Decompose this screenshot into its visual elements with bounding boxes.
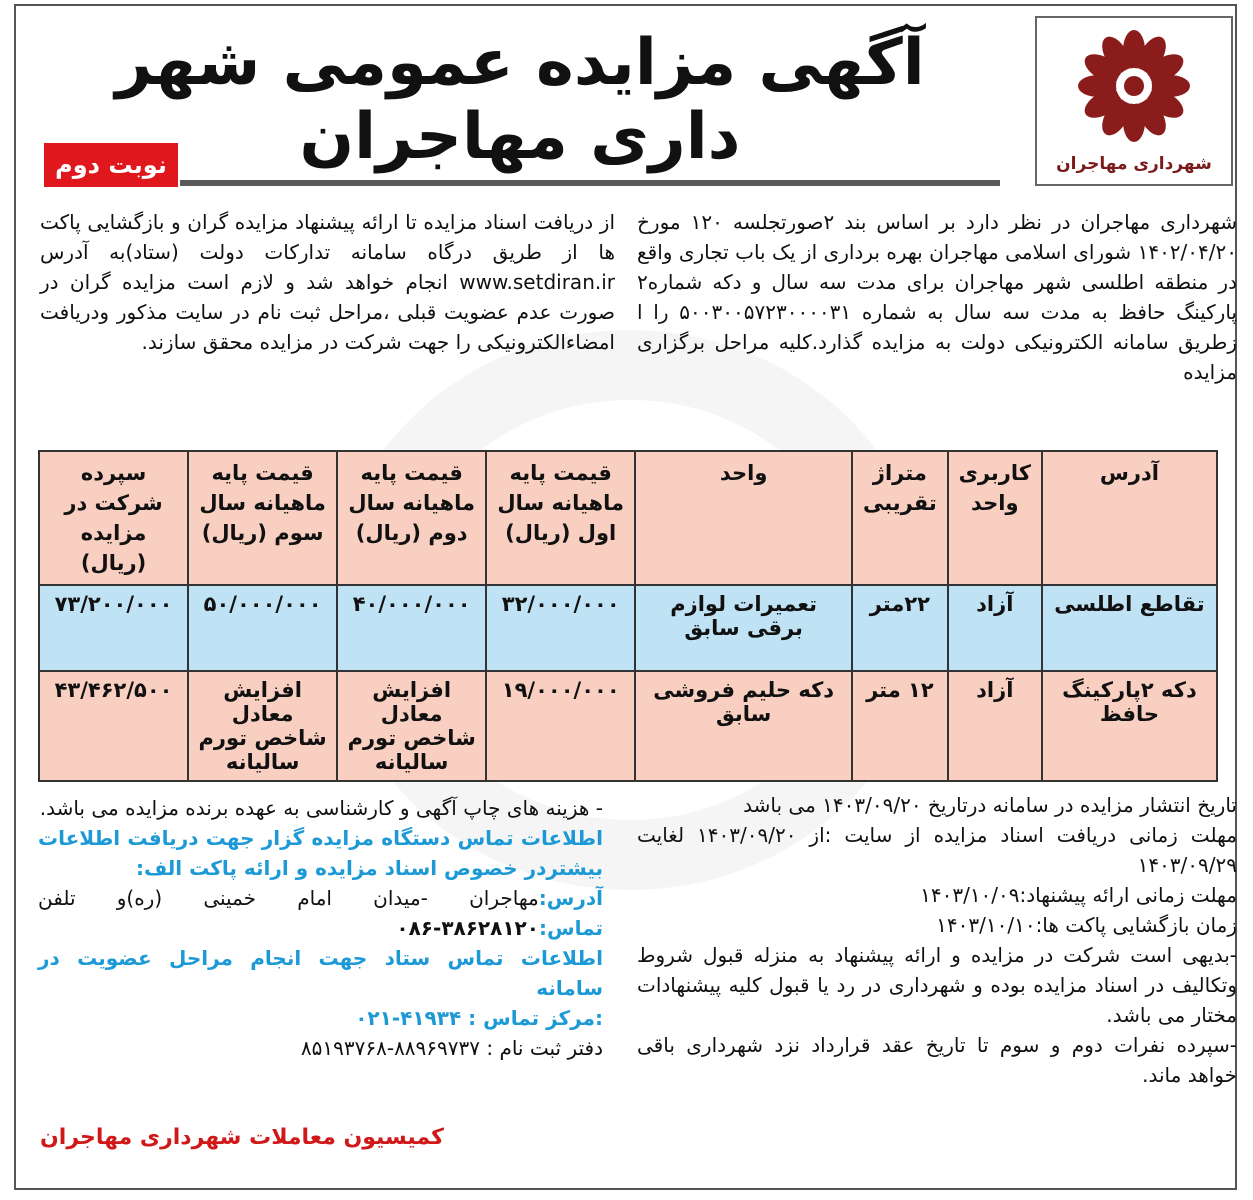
phone-label: تماس: xyxy=(538,916,603,940)
title-divider xyxy=(180,180,1000,186)
acceptance-note: -بدیهی است شرکت در مزایده و ارائه پیشنهاد به منزله قبول شروط وتکالیف در اسناد مزایده بوده و شهرداری در رد یا قبول کلیه پیشنهادات مختار می باشد. xyxy=(637,943,1237,1027)
cell-unit: تعمیرات لوازم برقی سابق xyxy=(635,585,852,671)
setad-heading: اطلاعات تماس ستاد جهت انجام مراحل عضویت در سامانه xyxy=(38,946,603,1000)
col-usage: کاربری واحد xyxy=(948,451,1042,585)
intro-paragraph-left xyxy=(40,207,615,357)
costs-note: - هزینه های چاپ آگهی و کارشناسی به عهده برنده مزایده می باشد. xyxy=(39,796,603,820)
col-price-year3: قیمت پایه ماهیانه سال سوم (ریال) xyxy=(188,451,337,585)
col-area: متراژ تقریبی xyxy=(852,451,948,585)
table-row xyxy=(39,585,1217,671)
cell-price-year1: ۱۹/۰۰۰/۰۰۰ xyxy=(486,671,635,781)
cell-area: ۱۲ متر xyxy=(852,671,948,781)
cell-area: ۲۲متر xyxy=(852,585,948,671)
phone-value: ۳۸۶۲۸۱۲۰-۰۸۶ xyxy=(396,916,539,940)
offer-deadline: مهلت زمانی ارائه پیشنهاد:۱۴۰۳/۱۰/۰۹ xyxy=(920,883,1237,907)
intro-paragraph-right xyxy=(637,207,1237,387)
setad-website-link[interactable]: www.setdiran.ir xyxy=(459,270,615,294)
cell-usage: آزاد xyxy=(948,585,1042,671)
auction-items-table xyxy=(38,450,1218,782)
cell-price-year3: افزایش معادل شاخص تورم سالیانه xyxy=(188,671,337,781)
registration-office xyxy=(38,1033,603,1063)
cell-price-year1: ۳۲/۰۰۰/۰۰۰ xyxy=(486,585,635,671)
call-center: :مرکز تماس : ۴۱۹۳۴-۰۲۱ xyxy=(355,1006,603,1030)
address-value: مهاجران -میدان امام خمینی (ره)و تلفن xyxy=(38,886,539,910)
publish-date: تاریخ انتشار مزایده در سامانه درتاریخ ۱۴۰۳/۰۹/۲۰ می باشد xyxy=(743,793,1237,817)
col-address: آدرس xyxy=(1042,451,1217,585)
municipality-logo xyxy=(1035,16,1233,186)
cell-address: تقاطع اطلسی xyxy=(1042,585,1217,671)
intro-text: شهرداری مهاجران در نظر دارد بر اساس بند ۲صورتجلسه ۱۲۰ مورخ ۱۴۰۲/۰۴/۲۰ شورای اسلامی مهاجران بهره برداری از یک باب تجاری واقع در منطقه اطلسی شهر مهاجران برای مدت سه سال و دکه شماره۲ پارکینگ حافظ به مدت سه سال به شماره ۵۰۰۳۰۰۵۷۲۳۰۰۰۰۳۱ را ا زطریق سامانه الکترونیکی دولت به مزایده گذارد.کلیه مراحل برگزاری مزایده xyxy=(637,210,1237,384)
contact-heading: اطلاعات تماس دستگاه مزایده گزار جهت دریافت اطلاعات بیشتردر خصوص اسناد مزایده و ارائه پاکت الف: xyxy=(38,826,603,880)
contact-column xyxy=(38,793,603,1063)
col-price-year1: قیمت پایه ماهیانه سال اول (ریال) xyxy=(486,451,635,585)
logo-caption: شهرداری مهاجران xyxy=(1056,154,1212,174)
cell-price-year3: ۵۰/۰۰۰/۰۰۰ xyxy=(188,585,337,671)
intro-part-1: از دریافت اسناد مزایده تا ارائه پیشنهاد مزایده گران و بازگشایی پاکت ها از طریق درگاه سامانه تدارکات دولت (ستاد)به آدرس xyxy=(40,210,615,264)
opening-date: زمان بازگشایی پاکت ها:۱۴۰۳/۱۰/۱۰ xyxy=(936,913,1237,937)
commission-signature: کمیسیون معاملات شهرداری مهاجران xyxy=(40,1125,444,1150)
cell-address: دکه ۲پارکینگ حافظ xyxy=(1042,671,1217,781)
cell-price-year2: ۴۰/۰۰۰/۰۰۰ xyxy=(337,585,486,671)
address-label: آدرس: xyxy=(538,886,603,910)
contact-address xyxy=(38,883,603,943)
cell-price-year2: افزایش معادل شاخص تورم سالیانه xyxy=(337,671,486,781)
deposit-note: -سپرده نفرات دوم و سوم تا تاریخ عقد قرارداد نزد شهرداری باقی خواهد ماند. xyxy=(637,1033,1237,1087)
table-header-row xyxy=(39,451,1217,585)
office-phones: ۸۸۹۶۹۷۳۷-۸۵۱۹۳۷۶۸ xyxy=(300,1036,480,1060)
cell-usage: آزاد xyxy=(948,671,1042,781)
docs-deadline: مهلت زمانی دریافت اسناد مزایده از سایت :از ۱۴۰۳/۰۹/۲۰ لغایت ۱۴۰۳/۰۹/۲۹ xyxy=(637,823,1237,877)
table-row xyxy=(39,671,1217,781)
cell-deposit: ۴۳/۴۶۲/۵۰۰ xyxy=(39,671,188,781)
cell-deposit: ۷۳/۲۰۰/۰۰۰ xyxy=(39,585,188,671)
cell-unit: دکه حلیم فروشی سابق xyxy=(635,671,852,781)
round-badge: نوبت دوم xyxy=(44,143,178,187)
office-label: دفتر ثبت نام : xyxy=(486,1036,603,1060)
intro-part-2: انجام خواهد شد و لازم است مزایده گران در صورت عدم عضویت قبلی ،مراحل ثبت نام در سایت مذکور ودریافت امضاءالکترونیکی را جهت شرکت در مزایده محقق سازند. xyxy=(40,270,615,354)
col-deposit: سپرده شرکت در مزایده (ریال) xyxy=(39,451,188,585)
col-price-year2: قیمت پایه ماهیانه سال دوم (ریال) xyxy=(337,451,486,585)
flower-emblem-icon xyxy=(1057,26,1211,144)
ad-title: آگهی مزایده عمومی شهر داری مهاجران xyxy=(115,26,925,174)
intro-continued xyxy=(40,207,615,357)
col-unit: واحد xyxy=(635,451,852,585)
schedule-column xyxy=(637,790,1237,1090)
